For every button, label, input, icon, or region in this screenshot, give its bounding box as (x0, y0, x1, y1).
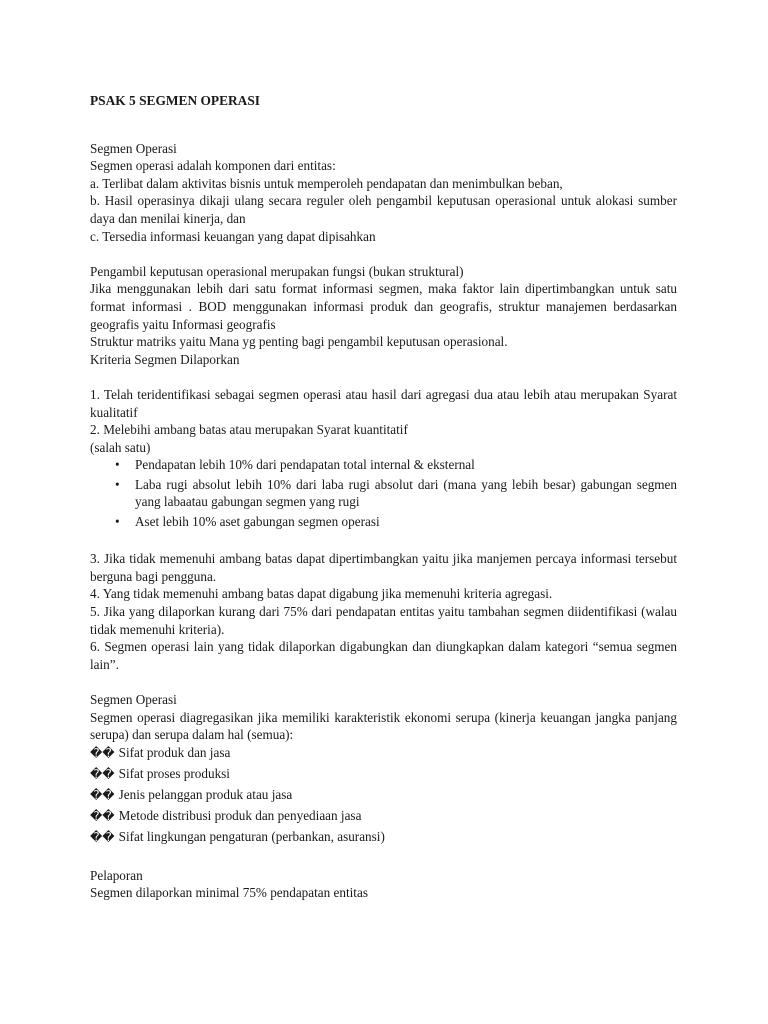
aggregation-item (90, 786, 677, 805)
criteria-4: 4. Yang tidak memenuhi ambang batas dapat digabung jika memenuhi kriteria agregasi. (90, 586, 553, 602)
aggregation-item-text: Sifat produk dan jasa (118, 744, 231, 760)
section2-line2: Jika menggunakan lebih dari satu format informasi segmen, maka faktor lain dipertimbangkan untuk satu format informasi . BOD menggunakan informasi produk dan geografis, struktur manajemen berdasarkan geografis yaitu Informasi geografis (90, 281, 677, 332)
section1-item-a: a. Terlibat dalam aktivitas bisnis untuk memperoleh pendapatan dan menimbulkan beban, (90, 175, 563, 191)
criteria-3: 3. Jika tidak memenuhi ambang batas dapat dipertimbangkan yaitu jika manjemen percaya informasi tersebut berguna bagi pengguna. (90, 551, 677, 584)
criteria-bullet-item: • Aset lebih 10% aset gabungan segmen operasi (135, 513, 677, 531)
replacement-char-marker: �� (90, 787, 115, 802)
criteria-1: 1. Telah teridentifikasi sebagai segmen operasi atau hasil dari agregasi dua atau lebih atau merupakan Syarat kualitatif (90, 386, 677, 420)
replacement-char-marker: �� (90, 809, 115, 824)
document-page (90, 92, 677, 902)
section1-item-c: c. Tersedia informasi keuangan yang dapat dipisahkan (90, 228, 376, 244)
aggregation-item-text: Jenis pelanggan produk atau jasa (118, 786, 293, 802)
section1-intro: Segmen operasi adalah komponen dari entitas: (90, 158, 336, 174)
paragraph-gap (90, 673, 677, 691)
section4-heading: Pelaporan (90, 867, 143, 883)
aggregation-item-text: Sifat lingkungan pengaturan (perbankan, asuransi) (118, 829, 385, 845)
replacement-char-marker: �� (90, 830, 115, 845)
aggregation-item (90, 828, 677, 847)
section1-item-b: b. Hasil operasinya dikaji ulang secara reguler oleh pengambil keputusan operasional untuk alokasi sumber daya dan menilai kinerja, dan (90, 193, 677, 226)
criteria-bullet-item: • Laba rugi absolut lebih 10% dari laba rugi absolut dari (mana yang lebih besar) gabungan segmen yang labaatau gabungan segmen yang rugi (135, 476, 677, 511)
section3-heading: Segmen Operasi (90, 692, 177, 707)
criteria-2-note: (salah satu) (90, 439, 151, 455)
section4-line1: Segmen dilaporkan minimal 75% pendapatan entitas (90, 885, 368, 901)
criteria-6: 6. Segmen operasi lain yang tidak dilaporkan digabungkan dan diungkapkan dalam kategori “semua segmen lain”. (90, 639, 677, 672)
section2-line1: Pengambil keputusan operasional merupakan fungsi (bukan struktural) (90, 263, 464, 279)
paragraph-gap (90, 245, 677, 263)
section2-line4: Kriteria Segmen Dilaporkan (90, 351, 240, 367)
aggregation-item-text: Metode distribusi produk dan penyediaan jasa (118, 808, 362, 824)
section2-line3: Struktur matriks yaitu Mana yg penting bagi pengambil keputusan operasional. (90, 334, 508, 350)
paragraph-gap (90, 368, 677, 386)
aggregation-item-text: Sifat proses produksi (118, 765, 230, 781)
document-title: PSAK 5 SEGMEN OPERASI (90, 93, 261, 108)
replacement-char-marker: �� (90, 745, 115, 760)
criteria-2: 2. Melebihi ambang batas atau merupakan Syarat kuantitatif (90, 422, 408, 438)
section1-heading: Segmen Operasi (90, 140, 177, 156)
aggregation-item (90, 807, 677, 826)
aggregation-item (90, 744, 677, 763)
replacement-char-marker: �� (90, 766, 115, 781)
aggregation-item (90, 765, 677, 784)
paragraph-gap (90, 849, 677, 867)
criteria-bullet-item: • Pendapatan lebih 10% dari pendapatan total internal & eksternal (135, 456, 677, 474)
section3-intro: Segmen operasi diagregasikan jika memiliki karakteristik ekonomi serupa (kinerja keuangan jangka panjang serupa) dan serupa dalam hal (semua): (90, 709, 677, 743)
criteria-bullet-list (90, 456, 677, 530)
paragraph-gap (90, 533, 677, 551)
criteria-5: 5. Jika yang dilaporkan kurang dari 75% dari pendapatan entitas yaitu tambahan segmen diidentifikasi (walau tidak memenuhi kriteria). (90, 604, 677, 637)
